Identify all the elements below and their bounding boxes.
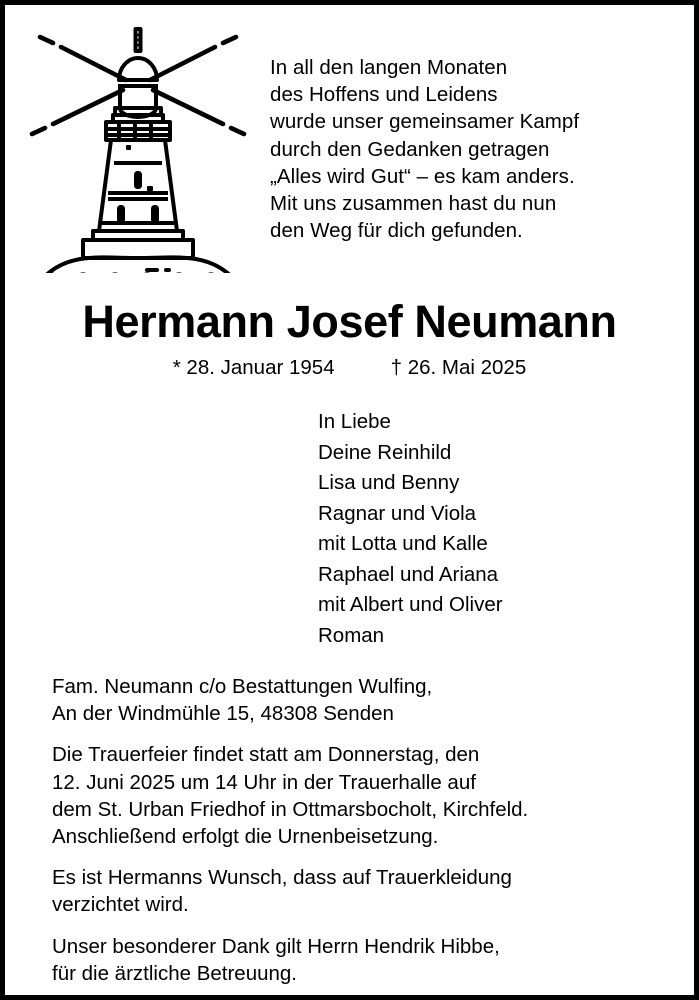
verse-line-7: den Weg für dich gefunden. (270, 219, 523, 243)
dresscode-line-2: verzichtet wird. (52, 893, 189, 917)
verse-line-1: In all den langen Monaten (270, 56, 508, 79)
thanks-paragraph (52, 933, 670, 987)
survivor-name-3: Ragnar und Viola (318, 501, 477, 525)
death-date: † 26. Mai 2025 (390, 356, 527, 379)
survivors-intro: In Liebe (318, 410, 391, 433)
deceased-name: Hermann Josef Neumann (82, 296, 617, 347)
dresscode-paragraph (52, 864, 670, 918)
survivors-intro-group (318, 407, 694, 438)
ceremony-line-3: dem St. Urban Friedhof in Ottmarsbocholt, Kirchfeld. (52, 797, 529, 821)
survivor-group-2 (318, 468, 694, 499)
survivors-list (5, 407, 694, 651)
ceremony-line-2: 12. Juni 2025 um 14 Uhr in der Trauerhalle auf (52, 770, 476, 794)
survivor-group-5 (318, 621, 694, 652)
contact-paragraph (52, 673, 670, 727)
survivor-group-3 (318, 499, 694, 560)
header-section (5, 5, 694, 273)
survivor-name-5: Roman (318, 623, 385, 647)
memorial-verse (270, 19, 694, 244)
survivor-children-3: mit Lotta und Kalle (318, 532, 488, 555)
dresscode-line-1: Es ist Hermanns Wunsch, dass auf Trauerkleidung (52, 866, 512, 890)
contact-line-2: An der Windmühle 15, 48308 Senden (52, 702, 394, 726)
deceased-block (5, 297, 694, 381)
thanks-line-2: für die ärztliche Betreuung. (52, 961, 297, 985)
verse-line-6: Mit uns zusammen hast du nun (270, 192, 557, 216)
details-section (5, 673, 694, 987)
thanks-line-1: Unser besonderer Dank gilt Herrn Hendrik Hibbe, (52, 934, 500, 958)
verse-line-4: durch den Gedanken getragen (270, 137, 550, 161)
verse-line-3: wurde unser gemeinsamer Kampf (270, 110, 580, 134)
ceremony-line-4: Anschließend erfolgt die Urnenbeisetzung. (52, 825, 439, 849)
lighthouse-emblem (5, 19, 270, 273)
survivor-name-4: Raphael und Ariana (318, 562, 499, 586)
verse-line-2: des Hoffens und Leidens (270, 83, 498, 107)
life-dates (5, 355, 694, 381)
contact-line-1: Fam. Neumann c/o Bestattungen Wulfing, (52, 675, 433, 698)
birth-date: * 28. Januar 1954 (172, 356, 335, 379)
survivor-group-4 (318, 560, 694, 621)
notice-content (5, 5, 694, 995)
lighthouse-icon (23, 23, 253, 273)
survivor-name-1: Deine Reinhild (318, 440, 452, 464)
survivor-group-1 (318, 438, 694, 469)
ceremony-paragraph (52, 741, 670, 850)
verse-line-5: „Alles wird Gut“ – es kam anders. (270, 164, 575, 188)
survivor-children-4: mit Albert und Oliver (318, 593, 503, 616)
ceremony-line-1: Die Trauerfeier findet statt am Donnerstag, den (52, 743, 480, 767)
survivor-name-2: Lisa und Benny (318, 471, 460, 494)
